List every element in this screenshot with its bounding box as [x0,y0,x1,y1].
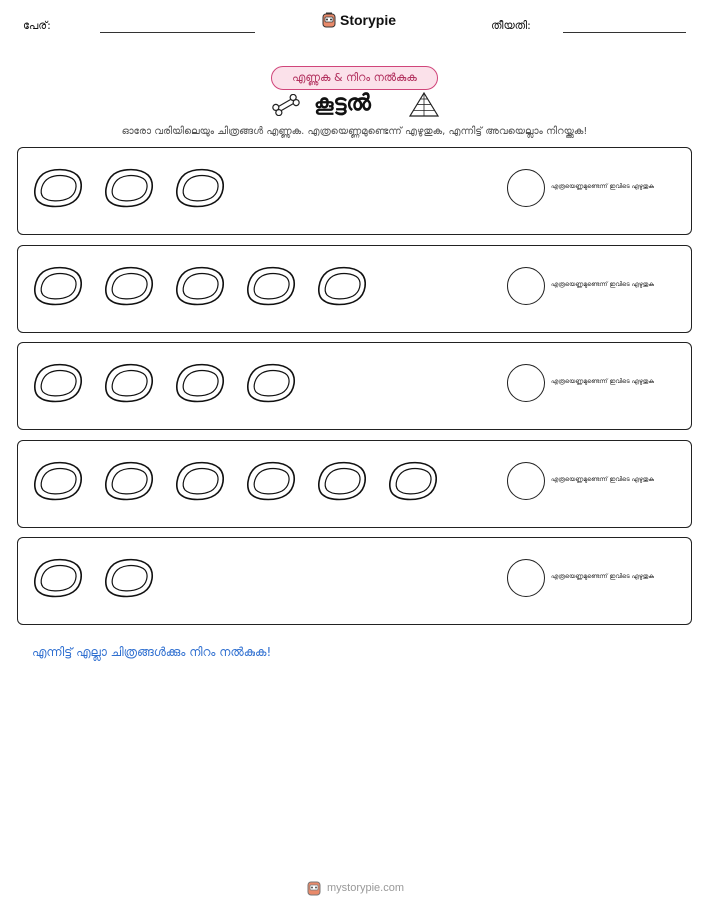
bean-icon [31,459,84,503]
activity-pill: എണ്ണുക & നിറം നൽകുക [271,66,438,90]
brand-logo [322,12,396,28]
bean-icon [386,459,439,503]
count-row-2 [17,245,692,333]
answer-hint: എത്രയെണ്ണമുണ്ടെന്ന് ഇവിടെ എഴുതുക [551,378,654,385]
item-group [31,361,297,405]
bean-icon [173,166,226,210]
bean-icon [102,166,155,210]
bean-icon [173,361,226,405]
page-title: കൂട്ടൽ [314,91,371,116]
site-footer [307,880,404,896]
bean-icon [173,264,226,308]
answer-hint: എത്രയെണ്ണമുണ്ടെന്ന് ഇവിടെ എഴുതുക [551,281,654,288]
item-group [31,556,155,600]
bean-icon [102,361,155,405]
pyramid-icon [408,91,440,119]
bean-icon [31,264,84,308]
answer-hint: എത്രയെണ്ണമുണ്ടെന്ന് ഇവിടെ എഴുതുക [551,573,654,580]
bean-icon [102,556,155,600]
storypie-logo-icon [307,880,321,896]
bean-icon [102,264,155,308]
bean-icon [31,556,84,600]
instructions: ഓരോ വരിയിലെയും ചിത്രങ്ങൾ എണ്ണുക. എത്രയെണ്ണമുണ്ടെന്ന് എഴുതുക, എന്നിട്ട് അവയെല്ലാം നിറയ്ക്കുക! [121,126,588,137]
bean-icon [31,166,84,210]
site-url: mystorypie.com [327,882,405,894]
bean-icon [102,459,155,503]
bean-icon [244,264,297,308]
item-group [31,459,439,503]
date-field[interactable] [563,32,686,33]
name-field[interactable] [100,32,255,33]
bean-icon [244,459,297,503]
item-group [31,166,226,210]
bean-icon [31,361,84,405]
bean-icon [244,361,297,405]
storypie-logo-icon [322,12,336,28]
count-row-5 [17,537,692,625]
color-instruction: എന്നിട്ട് എല്ലാ ചിത്രങ്ങൾക്കും നിറം നൽകുക! [32,645,272,659]
brand-name: Storypie [340,12,397,28]
bean-icon [315,264,368,308]
date-label: തീയതി: [491,19,531,32]
count-row-3 [17,342,692,430]
answer-circle[interactable] [507,559,545,597]
count-row-4 [17,440,692,528]
answer-circle[interactable] [507,364,545,402]
item-group [31,264,368,308]
name-label: പേര്: [23,19,51,32]
answer-circle[interactable] [507,462,545,500]
answer-circle[interactable] [507,267,545,305]
answer-hint: എത്രയെണ്ണമുണ്ടെന്ന് ഇവിടെ എഴുതുക [551,183,654,190]
answer-hint: എത്രയെണ്ണമുണ്ടെന്ന് ഇവിടെ എഴുതുക [551,476,654,483]
answer-circle[interactable] [507,169,545,207]
bone-icon [271,94,301,116]
count-row-1 [17,147,692,235]
bean-icon [315,459,368,503]
bean-icon [173,459,226,503]
